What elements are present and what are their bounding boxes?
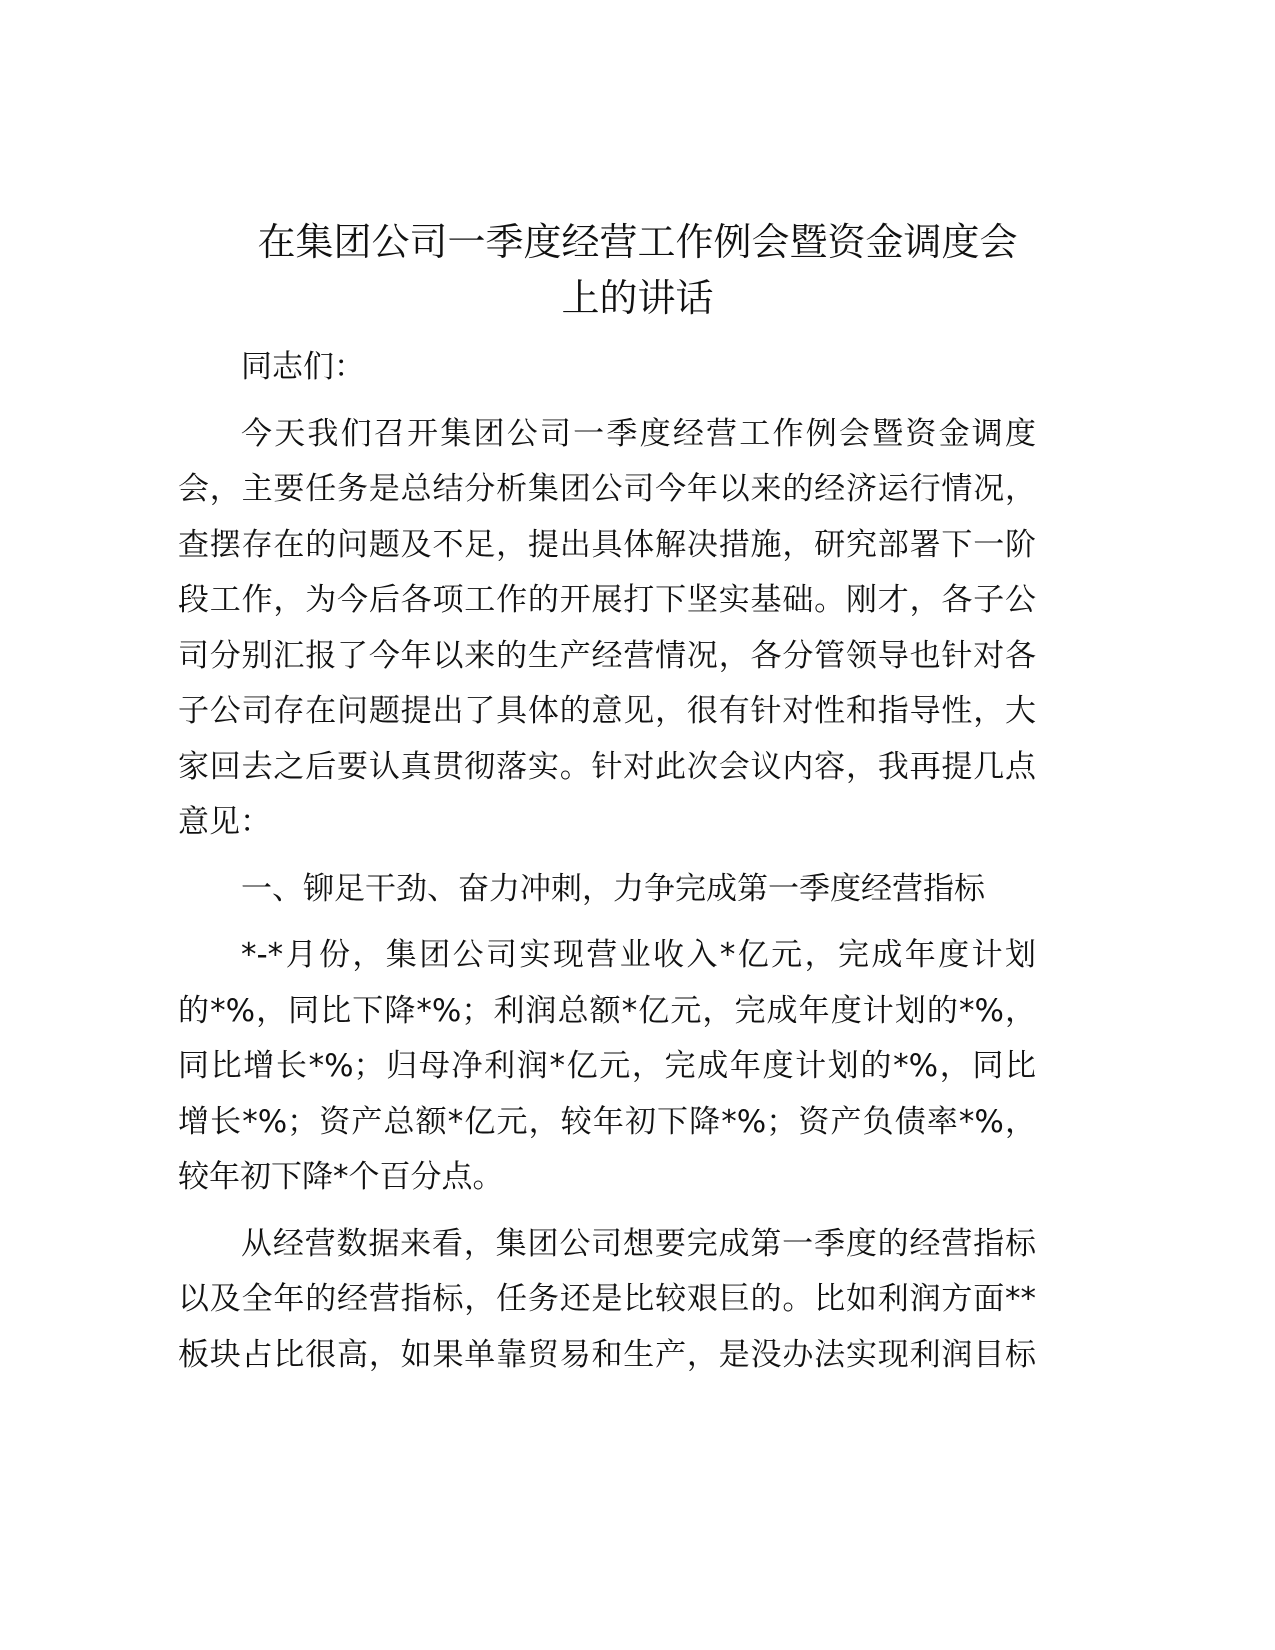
text-line: 以及全年的经营指标，任务还是比较艰巨的。比如利润方面** bbox=[178, 1281, 1036, 1317]
text-line: 板块占比很高，如果单靠贸易和生产，是没办法实现利润目标 bbox=[178, 1336, 1036, 1373]
text-line: 司分别汇报了今年以来的生产经营情况，各分管领导也针对各 bbox=[178, 637, 1036, 674]
paragraph bbox=[178, 1217, 1036, 1384]
text-line: *-*月份，集团公司实现营业收入*亿元，完成年度计划 bbox=[241, 937, 1036, 973]
text-line: 今天我们召开集团公司一季度经营工作例会暨资金调度 bbox=[241, 415, 1036, 452]
text-line: 家回去之后要认真贯彻落实。针对此次会议内容，我再提几点 bbox=[178, 748, 1036, 785]
text-line: 子公司存在问题提出了具体的意见，很有针对性和指导性，大 bbox=[178, 693, 1036, 729]
text-line: 查摆存在的问题及不足，提出具体解决措施，研究部署下一阶 bbox=[178, 526, 1036, 563]
title-line: 在集团公司一季度经营工作例会暨资金调度会 bbox=[257, 220, 1018, 264]
text-line: 增长*%；资产总额*亿元，较年初下降*%；资产负债率*%， bbox=[178, 1103, 1036, 1140]
text-line: 的*%，同比下降*%；利润总额*亿元，完成年度计划的*%， bbox=[178, 992, 1036, 1029]
document-title bbox=[150, 214, 1125, 326]
text-line: 较年初下降*个百分点。 bbox=[178, 1159, 504, 1195]
text-line: 同志们： bbox=[241, 349, 365, 385]
text-line: 从经营数据来看，集团公司想要完成第一季度的经营指标 bbox=[241, 1225, 1036, 1262]
paragraph bbox=[178, 340, 1036, 396]
text-line: 一、铆足干劲、奋力冲刺，力争完成第一季度经营指标 bbox=[241, 870, 985, 907]
text-line: 意见： bbox=[178, 804, 271, 840]
paragraph bbox=[178, 407, 1036, 851]
text-line: 会，主要任务是总结分析集团公司今年以来的经济运行情况， bbox=[178, 471, 1036, 507]
text-line: 段工作，为今后各项工作的开展打下坚实基础。刚才，各子公 bbox=[178, 582, 1036, 618]
paragraph bbox=[178, 862, 1036, 918]
document-body bbox=[178, 340, 1036, 1394]
text-line: 同比增长*%；归母净利润*亿元，完成年度计划的*%，同比 bbox=[178, 1048, 1036, 1084]
paragraph bbox=[178, 928, 1036, 1206]
title-line: 上的讲话 bbox=[561, 276, 714, 320]
